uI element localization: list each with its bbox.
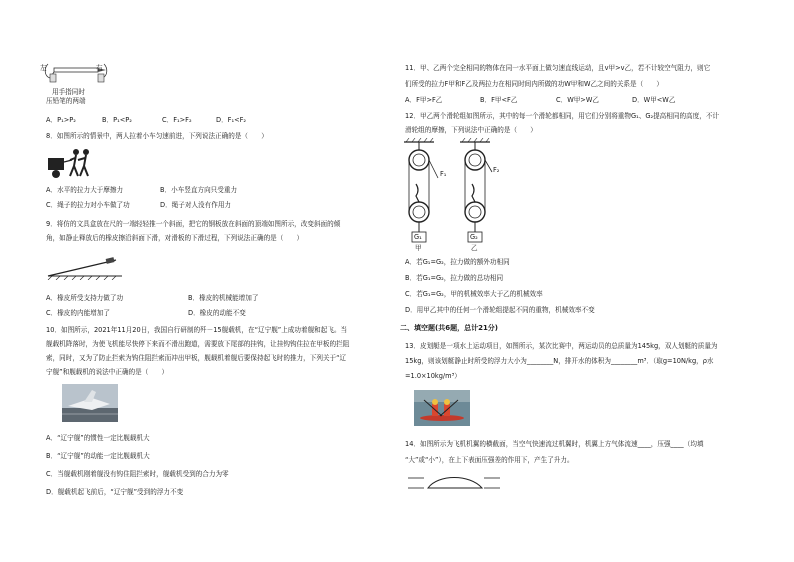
q10-option-a: A．“辽宁舰”的惯性一定比舰载机大: [46, 434, 150, 442]
incline-figure: [46, 254, 126, 280]
q14-line-1: 14．如图所示为飞机机翼的横截面，当空气快速流过机翼时，机翼上方气体流速____，压强____（均填: [405, 440, 704, 448]
pulley-label-f1: F₁: [440, 170, 447, 178]
pulley-label-f2: F₂: [493, 166, 500, 174]
q13-line-2: 15kg，则该划艇静止时所受的浮力大小为________N，排开水的体积为________m³．（取g=10N/kg，ρ水: [405, 357, 714, 365]
q9-option-b: B．橡皮的机械能增加了: [188, 294, 259, 302]
q9-option-d: D．橡皮的动能不变: [188, 309, 246, 317]
pulley-label-yi: 乙: [471, 244, 478, 252]
section-heading-fill-in: 二、填空题(共6题，总计21分): [400, 324, 499, 332]
fig7-left-label: 左: [40, 64, 47, 72]
q9-line-1: 9．将仿的文具盒放在尺的一端轻轻推一个斜面，把它的钢板放在斜面的顶端如图所示，改变斜面的倾: [46, 220, 341, 228]
q10-line-2: 舰载机降落时，为使飞机能尽快停下来而不滑出跑道，需要放下尾部的挂钩，让挂钩钩住拉在甲板的拦阻: [46, 340, 350, 348]
q8-option-d: D．绳子对人没有作用力: [160, 201, 232, 209]
q11-line-2: 们所受的拉力F甲和F乙及两拉力在相同时间内所做的功W甲和W乙之间的关系是（ ）: [405, 80, 663, 88]
q7-option-a: A．P₁>P₂: [46, 116, 76, 124]
q13-line-3: =1.0×10kg/m³）: [405, 372, 461, 380]
q11-option-d: D．W甲<W乙: [632, 96, 676, 104]
q11-option-b: B．F甲<F乙: [480, 96, 518, 104]
q12-line-1: 12．甲乙两个滑轮组如图所示，其中的每一个滑轮都相同，用它们分别将重物G₁、G₂提高相同的高度，不计: [405, 112, 720, 120]
q12-line-2: 滑轮组的摩擦，下列说法中正确的是（ ）: [405, 126, 537, 134]
pulley-label-g2: G₂: [470, 233, 478, 241]
q10-line-1: 10．如图所示，2021年11月20日，我国自行研制的歼－15舰载机，在“辽宁舰”上成功着舰和起飞。当: [46, 326, 348, 334]
q8-option-b: B．小车竖直方向只受重力: [160, 186, 238, 194]
q12-option-a: A．若G₁=G₂，拉力做的额外功相同: [405, 258, 510, 266]
q8-stem: 8．如图所示的情景中，两人拉着小车匀速前进，下列说法正确的是（ ）: [46, 132, 268, 140]
q10-option-c: C．当舰载机刚着舰没有钩住阻拦索时，舰载机受到的合力为零: [46, 470, 229, 478]
fig7-caption-2: 压铅笔的两端: [46, 97, 86, 105]
q9-line-2: 角，如静止释放后的橡皮擦沿斜面下滑，对滑板的下滑过程，下列说法正确的是（ ）: [46, 234, 304, 242]
q7-option-c: C．F₁>F₂: [162, 116, 192, 124]
q11-line-1: 11．甲、乙两个完全相同的物体在同一水平面上做匀速直线运动，且v甲>v乙，若不计较空气阻力，则它: [405, 64, 711, 72]
q11-option-a: A．F甲>F乙: [405, 96, 443, 104]
q7-option-b: B．P₁<P₂: [102, 116, 132, 124]
q8-option-c: C．绳子的拉力对小车做了功: [46, 201, 130, 209]
q14-line-2: “大”或“小”），在上下表面压强差的作用下，产生了升力。: [405, 456, 574, 464]
q12-option-b: B．若G₁=G₂，拉力做的总功相同: [405, 274, 504, 282]
carrier-aircraft-photo: [62, 384, 118, 422]
cart-pulling-figure: [46, 146, 94, 180]
kayak-photo: [414, 390, 470, 426]
q11-option-c: C．W甲>W乙: [556, 96, 599, 104]
fig7-right-label: 右: [96, 64, 103, 72]
pulley-label-jia: 甲: [415, 244, 422, 252]
q7-option-d: D．F₁<F₂: [216, 116, 247, 124]
pulley-label-g1: G₁: [414, 233, 422, 241]
q8-option-a: A．水平的拉力大于摩擦力: [46, 186, 124, 194]
wing-cross-section-figure: [404, 472, 504, 494]
q10-line-3: 索，同时，又为了防止拦索为钩住阻拦索而冲出甲板，舰载机着舰后要保持起飞时的推力，下列关于“辽: [46, 354, 347, 362]
q9-option-a: A．橡皮所受支持力做了功: [46, 294, 124, 302]
q12-option-c: C．若G₁=G₂，甲的机械效率大于乙的机械效率: [405, 290, 543, 298]
q13-line-1: 13．皮划艇是一项水上运动项目，如图所示，某次比赛中，两运动员的总质量为145kg，双人划艇的质量为: [405, 342, 718, 350]
q10-option-d: D．舰载机起飞前后，“辽宁舰”受到的浮力不变: [46, 488, 184, 496]
fig7-caption-1: 用手指同时: [52, 88, 85, 96]
q12-option-d: D．用甲乙其中的任何一个滑轮组提起不同的重物，机械效率不变: [405, 306, 595, 314]
q10-line-4: 宁舰”和舰载机的说法中正确的是（ ）: [46, 368, 169, 376]
q9-option-c: C．橡皮的内能增加了: [46, 309, 110, 317]
q10-option-b: B．“辽宁舰”的动能一定比舰载机大: [46, 452, 150, 460]
